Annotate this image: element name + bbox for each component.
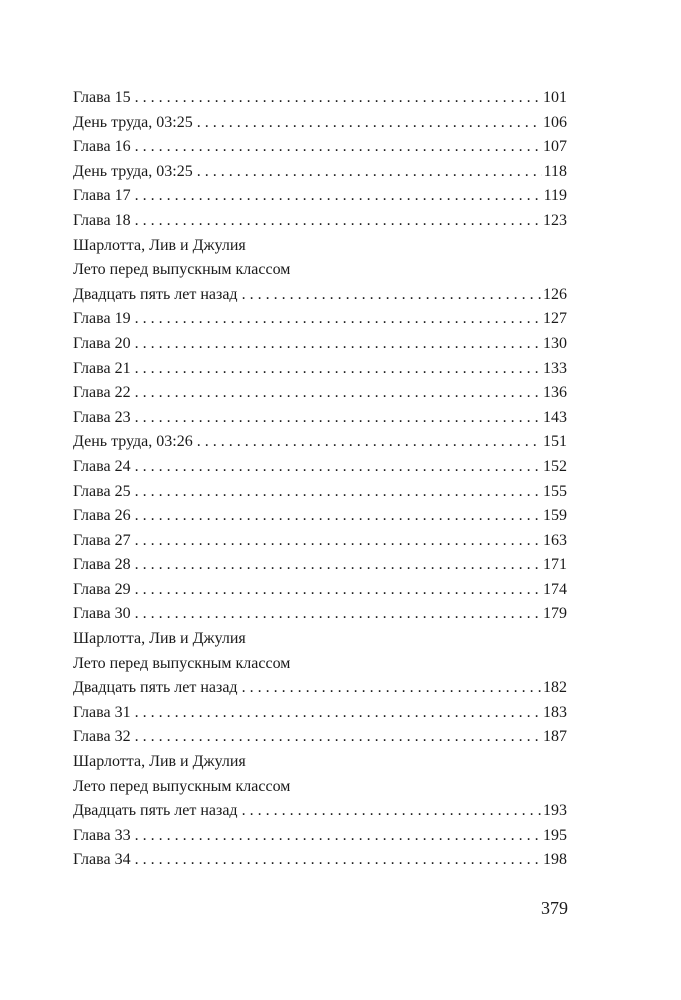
toc-title: Глава 22 [73, 384, 131, 402]
toc-leader-dots [135, 332, 541, 357]
toc-line [73, 578, 567, 603]
toc-line [73, 725, 567, 750]
toc-title: Лето перед выпускным классом [73, 654, 291, 672]
toc-title: Глава 27 [73, 531, 131, 549]
toc-line [73, 381, 567, 406]
toc-line [73, 455, 567, 480]
toc-leader-dots [197, 430, 541, 455]
toc-title: Глава 33 [73, 826, 131, 844]
toc-section-heading [73, 750, 567, 775]
toc-leader-dots [135, 504, 541, 529]
toc-leader-dots [242, 676, 541, 701]
table-of-contents [73, 86, 567, 873]
toc-title: Двадцать пять лет назад [73, 679, 238, 697]
toc-page: 155 [543, 482, 567, 500]
toc-leader-dots [135, 529, 541, 554]
toc-line [73, 357, 567, 382]
toc-leader-dots [135, 357, 541, 382]
toc-page: 198 [543, 851, 567, 869]
toc-line [73, 602, 567, 627]
toc-line [73, 430, 567, 455]
toc-title: Шарлотта, Лив и Джулия [73, 753, 246, 771]
toc-title: Шарлотта, Лив и Джулия [73, 236, 246, 254]
toc-title: Глава 34 [73, 851, 131, 869]
toc-leader-dots [135, 86, 541, 111]
toc-page: 101 [543, 89, 567, 106]
toc-title: Глава 17 [73, 187, 131, 205]
toc-title: Глава 18 [73, 211, 131, 229]
toc-leader-dots [135, 578, 541, 603]
toc-title: Глава 21 [73, 359, 131, 377]
toc-page: 151 [543, 433, 567, 451]
toc-page: 152 [543, 457, 567, 475]
toc-leader-dots [135, 553, 541, 578]
toc-leader-dots [242, 799, 541, 824]
toc-page: 118 [543, 162, 567, 180]
toc-leader-dots [135, 848, 541, 873]
toc-page: 187 [543, 728, 567, 746]
toc-line [73, 135, 567, 160]
toc-title: Глава 30 [73, 605, 131, 623]
toc-leader-dots [135, 135, 541, 160]
toc-page: 106 [543, 113, 567, 131]
toc-leader-dots [135, 480, 541, 505]
toc-title: Глава 24 [73, 457, 131, 475]
toc-page: 174 [543, 580, 567, 598]
toc-leader-dots [135, 602, 541, 627]
toc-title: Лето перед выпускным классом [73, 261, 291, 279]
toc-page: 159 [543, 507, 567, 525]
toc-line [73, 332, 567, 357]
toc-line [73, 480, 567, 505]
toc-line [73, 553, 567, 578]
toc-page: 133 [543, 359, 567, 377]
toc-title: День труда, 03:26 [73, 433, 193, 451]
toc-line [73, 160, 567, 185]
toc-title: Глава 32 [73, 728, 131, 746]
toc-leader-dots [135, 381, 541, 406]
toc-page: 163 [543, 531, 567, 549]
toc-page: 107 [543, 138, 567, 156]
toc-leader-dots [135, 455, 541, 480]
toc-section-heading [73, 652, 567, 677]
toc-page: 126 [543, 285, 567, 303]
toc-title: Глава 28 [73, 556, 131, 574]
toc-line [73, 406, 567, 431]
toc-leader-dots [197, 111, 541, 136]
toc-page: 123 [543, 211, 567, 229]
toc-section-heading [73, 258, 567, 283]
toc-title: Глава 19 [73, 310, 131, 328]
toc-line [73, 701, 567, 726]
toc-title: Глава 23 [73, 408, 131, 426]
toc-line [73, 307, 567, 332]
toc-page: 119 [543, 187, 567, 205]
toc-title: Глава 15 [73, 89, 131, 106]
toc-title: Двадцать пять лет назад [73, 802, 238, 820]
toc-page: 127 [543, 310, 567, 328]
toc-page: 179 [543, 605, 567, 623]
toc-section-heading [73, 234, 567, 259]
toc-leader-dots [135, 307, 541, 332]
toc-line [73, 184, 567, 209]
toc-line [73, 86, 567, 111]
toc-line [73, 824, 567, 849]
toc-line [73, 848, 567, 873]
toc-line [73, 799, 567, 824]
toc-title: Глава 20 [73, 334, 131, 352]
toc-page: 171 [543, 556, 567, 574]
toc-line [73, 111, 567, 136]
toc-page: 193 [543, 802, 567, 820]
toc-leader-dots [135, 406, 541, 431]
toc-title: Глава 16 [73, 138, 131, 156]
toc-page: 183 [543, 703, 567, 721]
toc-title: День труда, 03:25 [73, 162, 193, 180]
toc-title: Шарлотта, Лив и Джулия [73, 630, 246, 648]
toc-leader-dots [242, 283, 541, 308]
toc-page: 136 [543, 384, 567, 402]
toc-section-heading [73, 627, 567, 652]
toc-title: Глава 31 [73, 703, 131, 721]
toc-title: Глава 26 [73, 507, 131, 525]
toc-page: 182 [543, 679, 567, 697]
toc-page: 195 [543, 826, 567, 844]
toc-line [73, 676, 567, 701]
toc-title: Глава 25 [73, 482, 131, 500]
toc-title: Двадцать пять лет назад [73, 285, 238, 303]
toc-page: 130 [543, 334, 567, 352]
toc-line [73, 283, 567, 308]
toc-line [73, 504, 567, 529]
toc-title: Лето перед выпускным классом [73, 777, 291, 795]
toc-leader-dots [135, 701, 541, 726]
toc-leader-dots [197, 160, 542, 185]
toc-leader-dots [135, 209, 541, 234]
page-number: 379 [541, 898, 568, 918]
toc-line [73, 529, 567, 554]
toc-leader-dots [135, 824, 541, 849]
toc-leader-dots [135, 725, 541, 750]
toc-section-heading [73, 775, 567, 800]
toc-title: День труда, 03:25 [73, 113, 193, 131]
toc-page: 143 [543, 408, 567, 426]
toc-leader-dots [135, 184, 542, 209]
toc-title: Глава 29 [73, 580, 131, 598]
toc-line [73, 209, 567, 234]
